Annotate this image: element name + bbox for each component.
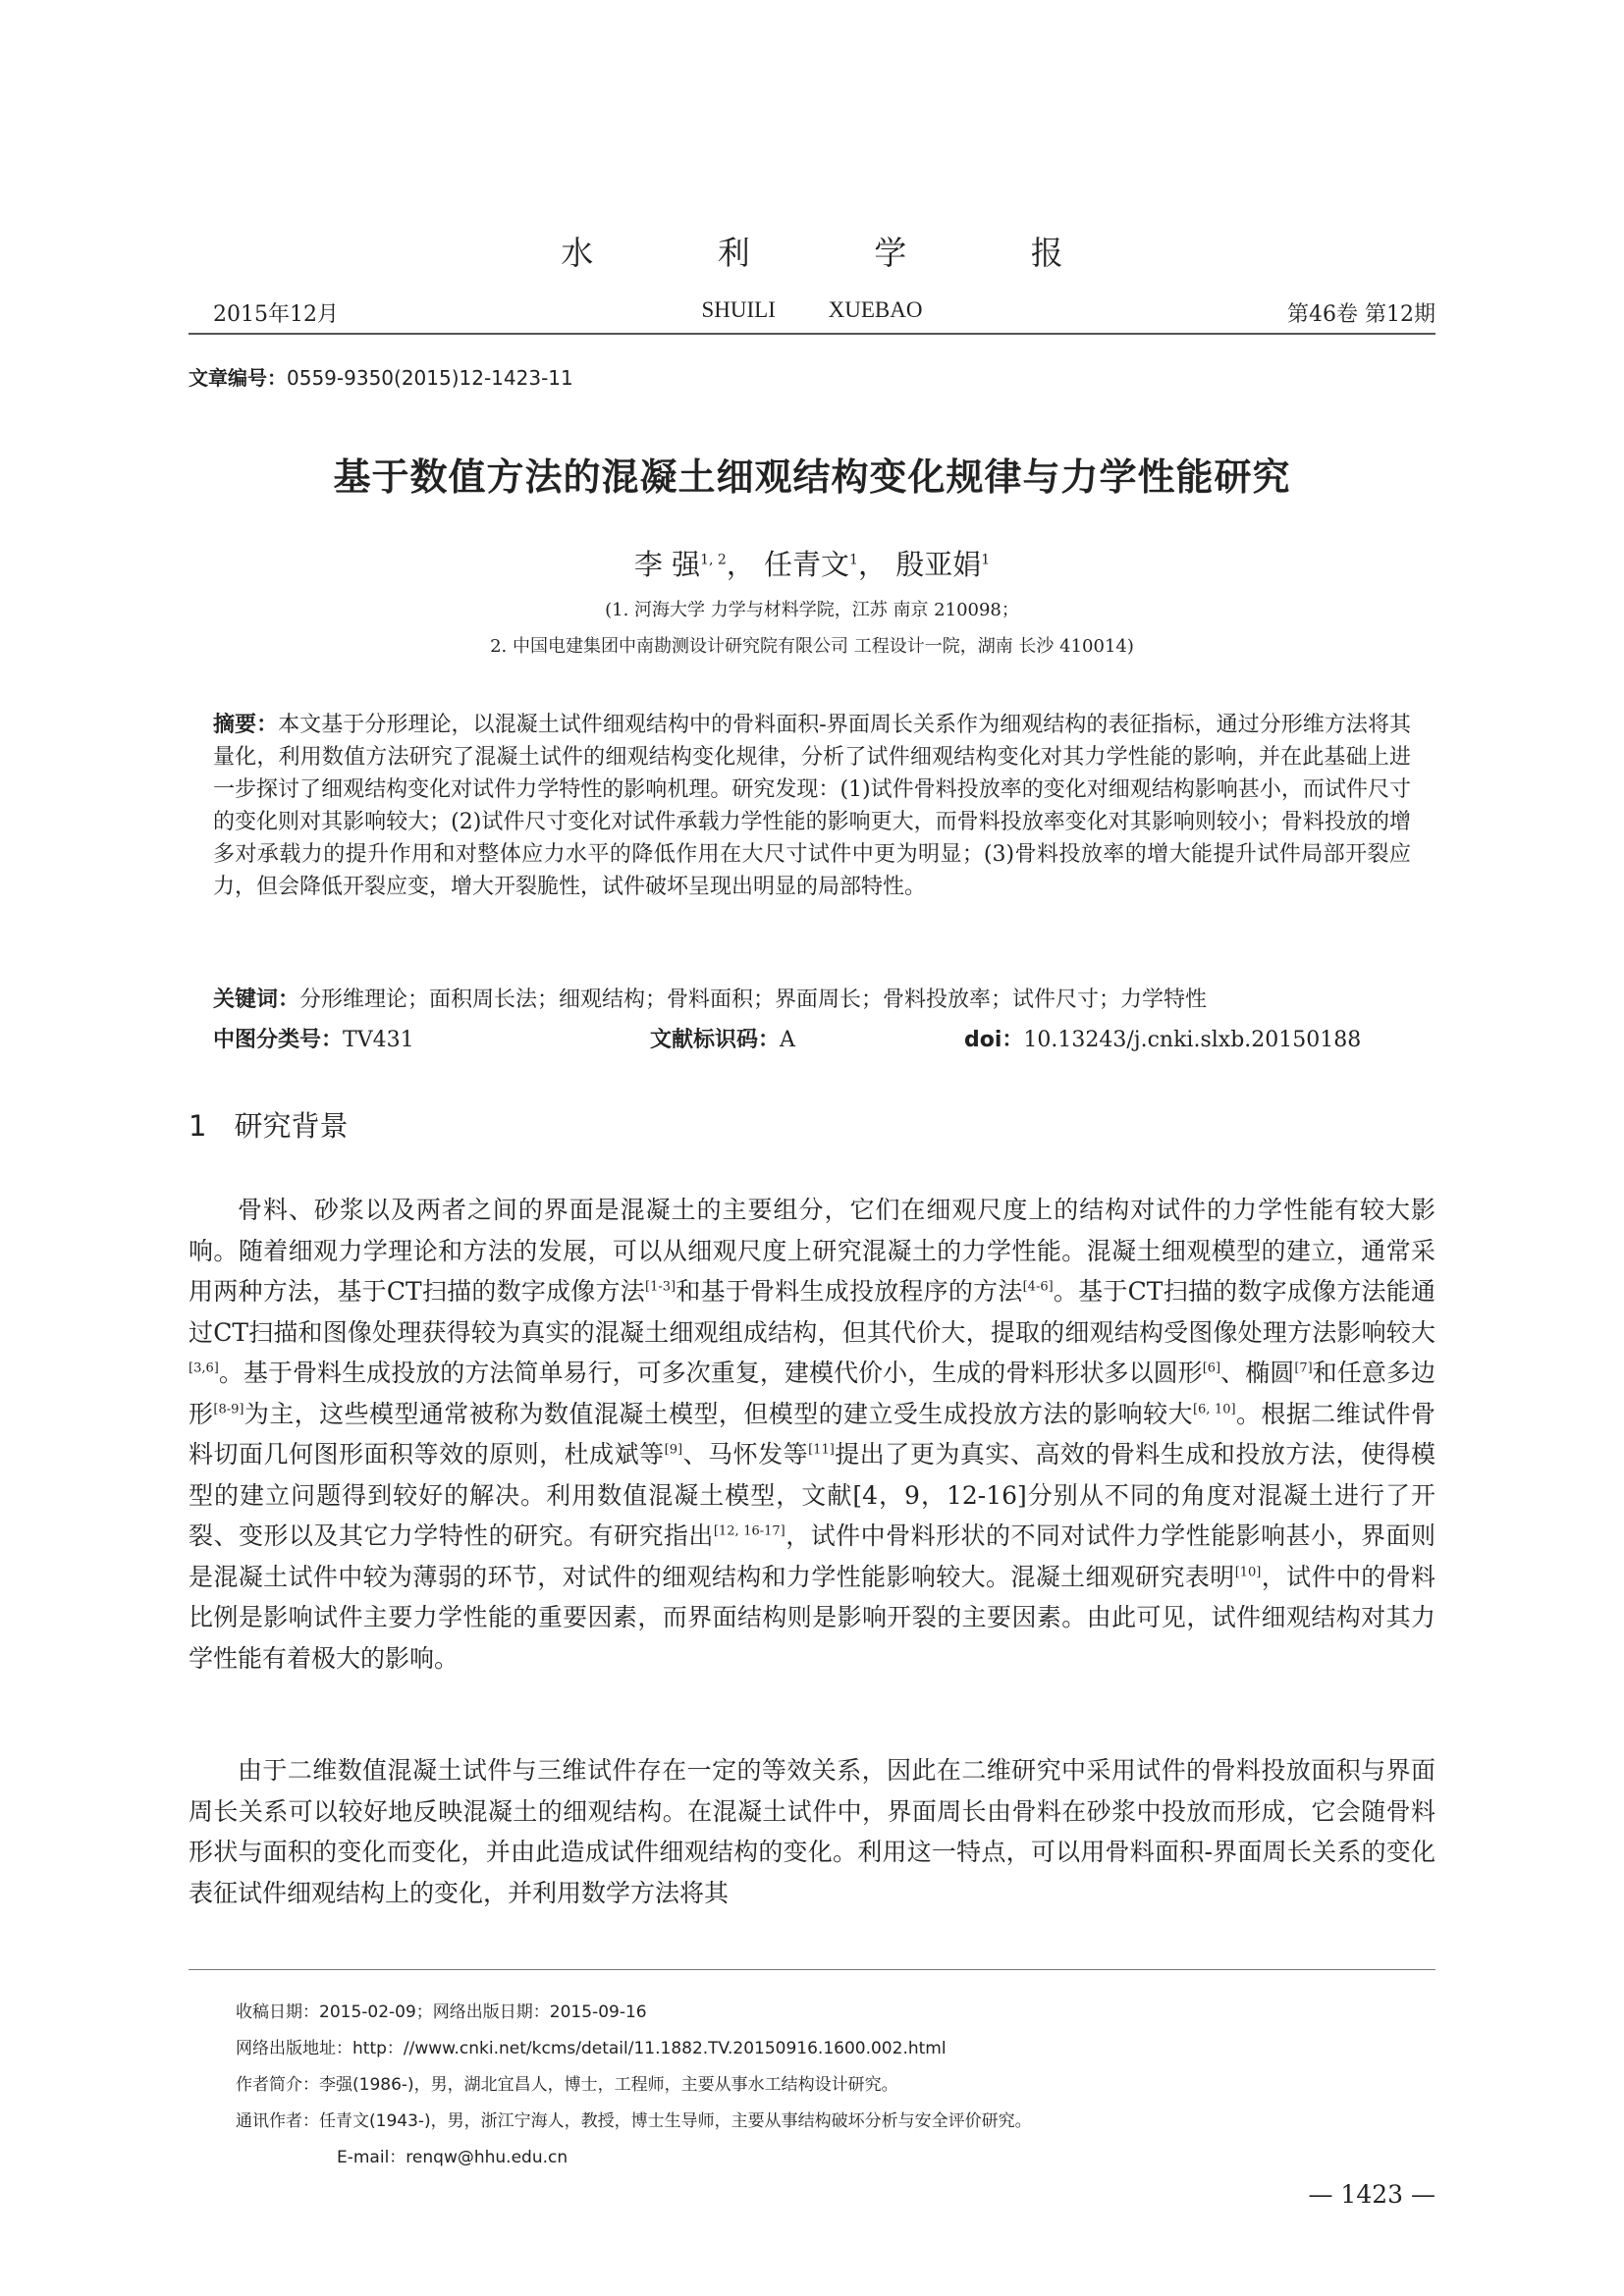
citation: [11] — [808, 1442, 835, 1458]
abstract-label: 摘要： — [213, 713, 279, 737]
article-number-value: 0559-9350(2015)12-1423-11 — [287, 366, 573, 390]
paper-title: 基于数值方法的混凝土细观结构变化规律与力学性能研究 — [333, 455, 1291, 499]
section-heading — [189, 1104, 348, 1145]
footnote-rule — [189, 1969, 1435, 1970]
author-affiliation-mark: 1, 2 — [700, 552, 727, 568]
clc-label: 中图分类号： — [213, 1028, 344, 1052]
paragraph-text: 。基于CT扫描的数字成像方法能通过CT扫描和图像处理获得较为真实的混凝土细观组成结构，但其代价大，提取的细观结构受图像处理方法影响较大 — [189, 1277, 1435, 1347]
header-rule — [189, 333, 1435, 335]
citation: [6] — [1202, 1361, 1221, 1376]
author-affiliation-mark: 1 — [981, 552, 991, 568]
paragraph-text: 为主，这些模型通常被称为数值混凝土模型，但模型的建立受生成投放方法的影响较大 — [244, 1399, 1193, 1428]
paragraph-text: 提出了更为真实、高效的骨料生成和投放方法，使得模型的建立问题得到较好的解决。利用数值混凝土模型，文献[4，9，12-16]分别从不同的角度对混凝土进行了开裂、变形以及其它力学特性的研究。有研究指出 — [189, 1440, 1435, 1550]
paragraph-text: 。基于骨料生成投放的方法简单易行，可多次重复，建模代价小，生成的骨料形状多以圆形 — [218, 1359, 1203, 1387]
citation: [1-3] — [645, 1279, 677, 1295]
abstract-text: 本文基于分形理论，以混凝土试件细观结构中的骨料面积-界面周长关系作为细观结构的表征指标，通过分形维方法将其量化，利用数值方法研究了混凝土试件的细观结构变化规律，分析了试件细观结构变化对其力学性能的影响，并在此基础上进一步探讨了细观结构变化对试件力学特性的影响机理。研究发现：(1)试件骨料投放率的变化对细观结构影响甚小，而试件尺寸的变化则对其影响较大；(2)试件尺寸变化对试件承载力学性能的影响更大，而骨料投放率变化对其影响则较小；骨料投放的增多对承载力的提升作用和对整体应力水平的降低作用在大尺寸试件中更为明显；(3)骨料投放率的增大能提升试件局部开裂应力，但会降低开裂应变，增大开裂脆性，试件破坏呈现出明显的局部特性。 — [213, 713, 1411, 899]
citation: [7] — [1294, 1361, 1313, 1376]
clc-value: TV431 — [343, 1028, 414, 1052]
paragraph-text: 。根据二维试件骨料切面几何图形面积等效的原则，杜成斌等 — [189, 1399, 1435, 1468]
affiliation-1: (1. 河海大学 力学与材料学院，江苏 南京 210098； — [605, 600, 1019, 620]
page-number: — 1423 — — [1308, 2180, 1435, 2209]
keywords-text: 分形维理论；面积周长法；细观结构；骨料面积；界面周长；骨料投放率；试件尺寸；力学特性 — [299, 988, 1208, 1012]
paragraph-text: 和基于骨料生成投放程序的方法 — [676, 1277, 1023, 1306]
body-paragraph — [189, 1190, 1435, 1679]
footnote-email: E-mail：renqw@hhu.edu.cn — [337, 2148, 568, 2167]
citation: [3,6] — [189, 1361, 219, 1376]
paragraph-text: 和任意多边形 — [189, 1359, 1435, 1428]
author-name: 李 强 — [633, 548, 701, 581]
author-name: 任青文 — [764, 548, 850, 581]
section-number: 1 — [189, 1109, 207, 1143]
document-code-value: A — [780, 1028, 795, 1052]
volume-issue: 第46卷 第12期 — [1287, 302, 1435, 327]
footnote-online-address: 网络出版地址：http：//www.cnki.net/kcms/detail/11.1882.TV.20150916.1600.002.html — [236, 2039, 947, 2058]
footnote-received-date: 收稿日期：2015-02-09；网络出版日期：2015-09-16 — [236, 2002, 647, 2022]
paragraph-text: 、椭圆 — [1220, 1359, 1295, 1387]
article-number-label: 文章编号： — [189, 366, 287, 390]
journal-title: 水 利 学 报 — [561, 234, 1120, 272]
doi-label: doi： — [964, 1028, 1024, 1052]
keywords — [213, 983, 1411, 1013]
doi — [964, 1023, 1361, 1053]
document-code-label: 文献标识码： — [650, 1028, 781, 1052]
abstract — [213, 709, 1411, 903]
citation: [9] — [664, 1442, 683, 1458]
citation: [8-9] — [213, 1402, 244, 1417]
citation: [6, 10] — [1192, 1402, 1236, 1417]
clc-number — [213, 1023, 414, 1053]
keywords-label: 关键词： — [213, 988, 300, 1012]
document-code — [650, 1023, 795, 1053]
body-paragraph: 由于二维数值混凝土试件与三维试件存在一定的等效关系，因此在二维研究中采用试件的骨料投放面积与界面周长关系可以较好地反映混凝土的细观结构。在混凝土试件中，界面周长由骨料在砂浆中投放而形成，它会随骨料形状与面积的变化而变化，并由此造成试件细观结构的变化。利用这一特点，可以用骨料面积-界面周长关系的变化表征试件细观结构上的变化，并利用数学方法将其 — [189, 1756, 1435, 1907]
paragraph-text: ，试件中骨料形状的不同对试件力学性能影响甚小，界面则是混凝土试件中较为薄弱的环节，对试件的细观结构和力学性能影响较大。混凝土细观研究表明 — [189, 1522, 1435, 1591]
doi-value: 10.13243/j.cnki.slxb.20150188 — [1023, 1028, 1362, 1052]
journal-name-en: SHUILI XUEBAO — [701, 297, 923, 322]
affiliation-2: 2. 中国电建集团中南勘测设计研究院有限公司 工程设计一院，湖南 长沙 410014) — [490, 636, 1134, 657]
paragraph-text: ，试件中的骨料比例是影响试件主要力学性能的重要因素，而界面结构则是影响开裂的主要因素。由此可见，试件细观结构对其力学性能有着极大的影响。 — [189, 1562, 1435, 1673]
author-name: 殷亚娟 — [895, 548, 982, 581]
paragraph-text: 骨料、砂浆以及两者之间的界面是混凝土的主要组分，它们在细观尺度上的结构对试件的力学性能有较大影响。随着细观力学理论和方法的发展，可以从细观尺度上研究混凝土的力学性能。混凝土细观模型的建立，通常采用两种方法，基于CT扫描的数字成像方法 — [189, 1196, 1435, 1306]
section-title: 研究背景 — [234, 1109, 349, 1143]
issue-date: 2015年12月 — [213, 302, 339, 327]
footnote-author-bio: 作者简介：李强(1986-)，男，湖北宜昌人，博士，工程师，主要从事水工结构设计研究。 — [236, 2075, 898, 2095]
citation: [10] — [1234, 1565, 1262, 1580]
citation: [4-6] — [1022, 1279, 1054, 1295]
author-list: 李 强$^{1, 2}$， 任青文$^1$， 殷亚娟$^1$ — [633, 548, 991, 581]
author-affiliation-mark: 1 — [849, 552, 858, 568]
footnote-corresponding-author: 通讯作者：任青文(1943-)，男，浙江宁海人，教授，博士生导师，主要从事结构破坏分析与安全评价研究。 — [236, 2111, 1032, 2131]
article-number — [189, 362, 573, 391]
paragraph-text: 、马怀发等 — [682, 1440, 809, 1468]
citation: [12, 16-17] — [713, 1523, 785, 1539]
